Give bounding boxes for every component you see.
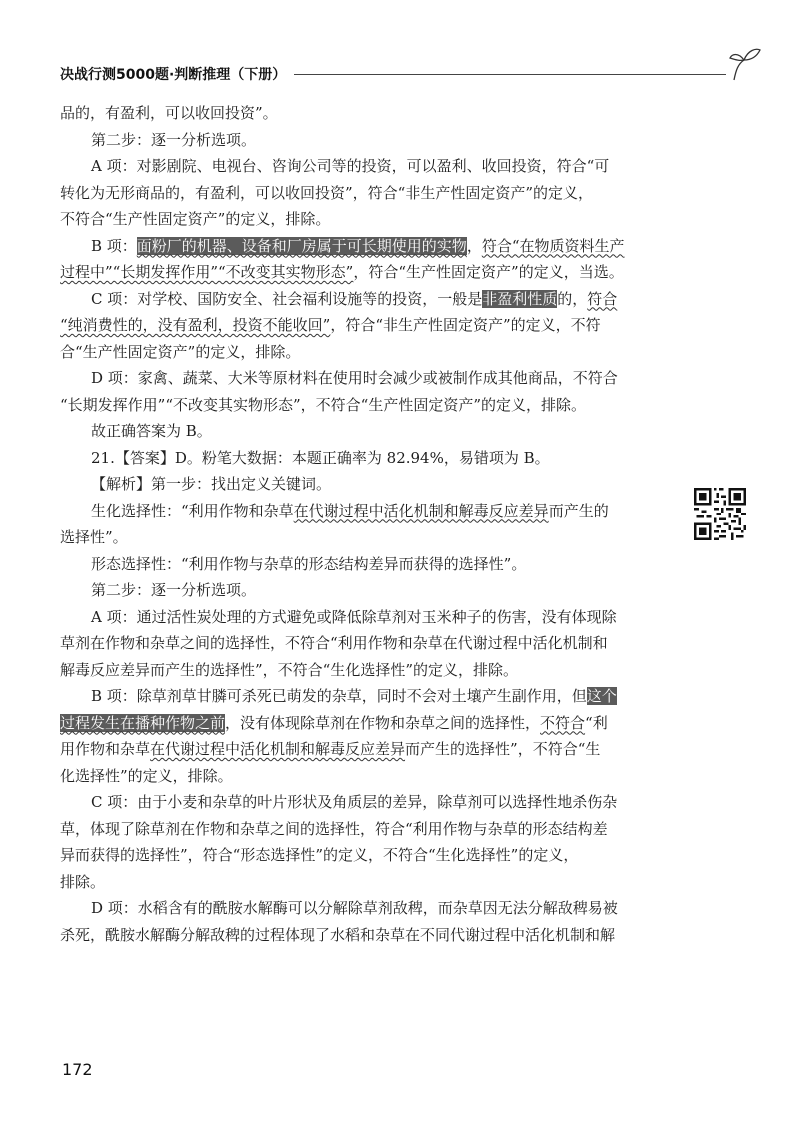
text-line: C 项：由于小麦和杂草的叶片形状及角质层的差异，除草剂可以选择性地杀伤杂 [91, 793, 618, 811]
text-segment: 生化选择性：“利用作物和杂草 [91, 501, 294, 520]
underlined-text: “纯消费性的，没有盈利，投资不能收回” [60, 316, 331, 334]
underlined-text: 过程中”“长期发挥作用”“不改变其实物形态” [60, 263, 354, 281]
qr-code-icon [694, 488, 746, 540]
book-title: 决战行测5000题·判断推理（下册） [60, 67, 287, 83]
header-rule [294, 74, 726, 75]
underlined-text: 在代谢过程中活化机制和解毒反应差异 [150, 740, 406, 758]
text-line: 草，体现了除草剂在作物和杂草之间的选择性，符合“利用作物与杂草的形态结构差 [60, 819, 608, 838]
text-line: 异而获得的选择性”，符合“形态选择性”的定义，不符合“生化选择性”的定义， [60, 846, 579, 864]
text-segment: C 项：对学校、国防安全、社会福利设施等的投资，一般是 [91, 289, 483, 308]
text-line: 品的，有盈利，可以收回投资”。 [60, 104, 278, 122]
text-line: 不符合“生产性固定资产”的定义，排除。 [60, 210, 331, 228]
text-segment: B 项： [91, 236, 137, 255]
text-line [60, 233, 672, 260]
answer-explanation [60, 100, 672, 948]
underlined-text: 不符合 [540, 713, 586, 732]
text-segment: 用作物和杂草 [60, 740, 151, 758]
text-segment: 而产生的选择性”，不符合“生 [405, 740, 601, 758]
text-segment: 而产生的 [548, 501, 609, 520]
text-segment: ，符合“非生产性固定资产”的定义，不符 [330, 316, 601, 334]
text-line [60, 286, 672, 313]
sprout-icon [724, 42, 764, 82]
highlighted-text: 非盈利性质 [482, 289, 558, 308]
text-line: 【解析】第一步：找出定义关键词。 [91, 475, 332, 493]
page-header [60, 64, 760, 86]
text-line: 杀死，酰胺水解酶分解敌稗的过程体现了水稻和杂草在不同代谢过程中活化机制和解 [60, 925, 616, 944]
text-line: “长期发挥作用”“不改变其实物形态”，不符合“生产性固定资产”的定义，排除。 [60, 395, 587, 414]
text-line [60, 259, 672, 286]
text-line: 转化为无形商品的，有盈利，可以收回投资”，符合“非生产性固定资产”的定义， [60, 183, 594, 202]
underlined-text: 符合“在物质资料生产 [481, 236, 625, 255]
text-line: 第二步：逐一分析选项。 [91, 581, 257, 599]
text-line: 故正确答案为 B。 [91, 422, 212, 440]
highlighted-text: 这个 [586, 687, 617, 705]
highlighted-text: 面粉厂的机器、设备和厂房属于可长期使用的实物 [136, 236, 467, 255]
page-number: 172 [62, 1060, 93, 1079]
text-segment: ，没有体现除草剂在作物和杂草之间的选择性， [225, 713, 541, 732]
text-line [60, 710, 672, 737]
text-line: 第二步：逐一分析选项。 [91, 130, 257, 149]
text-segment: 的， [557, 289, 588, 308]
text-line: 解毒反应差异而产生的选择性”，不符合“生化选择性”的定义，排除。 [60, 660, 519, 679]
text-line: 选择性”。 [60, 528, 128, 546]
text-segment: B 项：除草剂草甘膦可杀死已萌发的杂草，同时不会对土壤产生副作用，但 [91, 687, 587, 705]
text-line: D 项：家禽、蔬菜、大米等原材料在使用时会减少或被制作成其他商品，不符合 [91, 369, 618, 387]
underlined-text: 符合 [587, 289, 618, 308]
text-line [60, 736, 672, 763]
underlined-text: 在代谢过程中活化机制和解毒反应差异 [293, 501, 549, 520]
text-line: A 项：通过活性炭处理的方式避免或降低除草剂对玉米种子的伤害，没有体现除 [91, 607, 617, 626]
text-line: 排除。 [60, 872, 106, 891]
text-line: 21.【答案】D。粉笔大数据：本题正确率为 82.94%，易错项为 B。 [91, 448, 550, 467]
text-segment: ， [466, 236, 482, 255]
highlighted-text: 过程发生在播种作物之前 [60, 713, 226, 732]
text-line: 草剂在作物和杂草之间的选择性，不符合“利用作物和杂草在代谢过程中活化机制和 [60, 634, 608, 652]
text-line: 合“生产性固定资产”的定义，排除。 [60, 342, 301, 361]
text-line [60, 498, 672, 525]
text-line [60, 312, 672, 339]
text-line: D 项：水稻含有的酰胺水解酶可以分解除草剂敌稗，而杂草因无法分解敌稗易被 [91, 899, 618, 917]
text-segment: “利 [585, 713, 608, 732]
text-line [60, 683, 672, 710]
text-line: A 项：对影剧院、电视台、咨询公司等的投资，可以盈利、收回投资，符合“可 [91, 157, 610, 175]
text-segment: ，符合“生产性固定资产”的定义，当选。 [353, 263, 624, 281]
text-line: 形态选择性：“利用作物与杂草的形态结构差异而获得的选择性”。 [91, 554, 527, 573]
text-line: 化选择性”的定义，排除。 [60, 766, 233, 785]
